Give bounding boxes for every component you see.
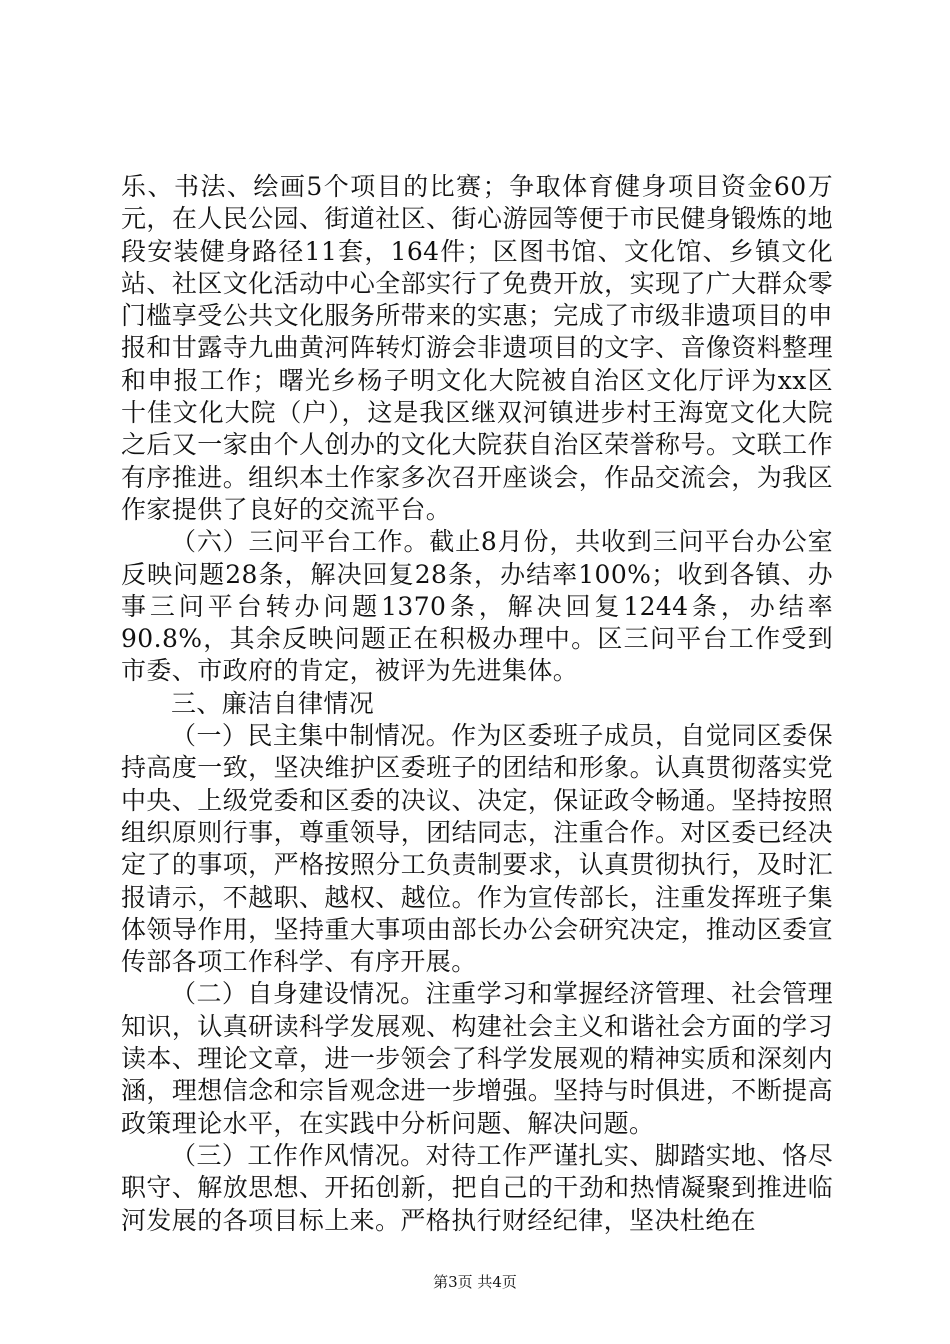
paragraph-section-six: （六）三问平台工作。截止8月份，共收到三问平台办公室反映问题28条，解决回复28条，办结率100%；收到各镇、办事三问平台转办问题1370条，解决回复1244条，办结率90.8%，其余反映问题正在积极办理中。区三问平台工作受到市委、市政府的肯定，被评为先进集体。 <box>121 527 833 686</box>
paragraph-continuation: 乐、书法、绘画5个项目的比赛；争取体育健身项目资金60万元，在人民公园、街道社区、街心游园等便于市民健身锻炼的地段安装健身路径11套，164件；区图书馆、文化馆、乡镇文化站、社区文化活动中心全部实行了免费开放，实现了广大群众零门槛享受公共文化服务所带来的实惠；完成了市级非遗项目的申报和甘露寺九曲黄河阵转灯游会非遗项目的文字、音像资料整理和申报工作；曙光乡杨子明文化大院被自治区文化厅评为xx区十佳文化大院（户），这是我区继双河镇进步村王海宽文化大院之后又一家由个人创办的文化大院获自治区荣誉称号。文联工作有序推进。组织本土作家多次召开座谈会，作品交流会，为我区作家提供了良好的交流平台。 <box>121 172 833 524</box>
paragraph-subsection-one: （一）民主集中制情况。作为区委班子成员，自觉同区委保持高度一致，坚决维护区委班子的团结和形象。认真贯彻落实党中央、上级党委和区委的决议、决定，保证政令畅通。坚持按照组织原则行事，尊重领导，团结同志，注重合作。对区委已经决定了的事项，严格按照分工负责制要求，认真贯彻执行，及时汇报请示，不越职、越权、越位。作为宣传部长，注重发挥班子集体领导作用，坚持重大事项由部长办公会研究决定，推动区委宣传部各项工作科学、有序开展。 <box>121 721 833 977</box>
paragraph-subsection-two: （二）自身建设情况。注重学习和掌握经济管理、社会管理知识，认真研读科学发展观、构建社会主义和谐社会方面的学习读本、理论文章，进一步领会了科学发展观的精神实质和深刻内涵，理想信念和宗旨观念进一步增强。坚持与时俱进，不断提高政策理论水平，在实践中分析问题、解决问题。 <box>121 979 833 1138</box>
section-heading-three: 三、廉洁自律情况 <box>171 688 375 718</box>
document-body <box>121 171 833 1237</box>
paragraph-subsection-three: （三）工作作风情况。对待工作严谨扎实、脚踏实地、恪尽职守、解放思想、开拓创新，把自己的干劲和热情凝聚到推进临河发展的各项目标上来。严格执行财经纪律，坚决杜绝在 <box>121 1140 833 1235</box>
page-footer: 第3页 共4页 <box>433 1273 517 1291</box>
